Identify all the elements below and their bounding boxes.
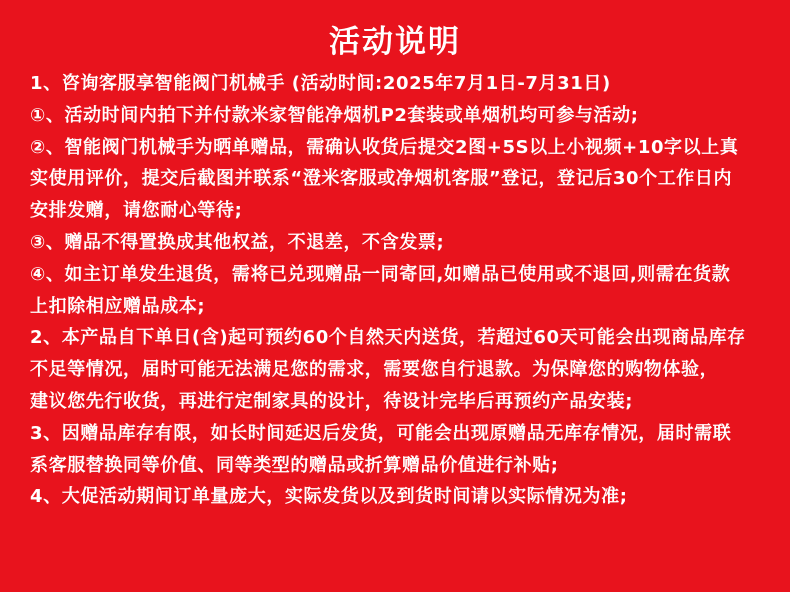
notice-body (30, 68, 760, 513)
notice-line-4: 4、大促活动期间订单量庞大，实际发货以及到货时间请以实际情况为准; (30, 486, 628, 508)
notice-line-1-3: ③、赠品不得置换成其他权益，不退差，不含发票; (30, 231, 445, 253)
notice-line-3-cont: 系客服替换同等价值、同等类型的赠品或折算赠品价值进行补贴; (30, 454, 559, 476)
notice-line-1-2-cont: 实使用评价，提交后截图并联系“澄米客服或净烟机客服”登记，登记后30个工作日内 (30, 168, 733, 190)
notice-line-1-2: ②、智能阀门机械手为晒单赠品，需确认收货后提交2图+5S以上小视频+10字以上真 (30, 136, 739, 158)
notice-line-1: 1、咨询客服享智能阀门机械手 (活动时间:2025年7月1日-7月31日) (30, 73, 611, 94)
notice-line-3: 3、因赠品库存有限，如长时间延迟后发货，可能会出现原赠品无库存情况，届时需联 (30, 422, 732, 444)
notice-line-1-4: ④、如主订单发生退货，需将已兑现赠品一同寄回,如赠品已使用或不退回,则需在货款 (30, 263, 731, 285)
notice-line-1-1: ①、活动时间内拍下并付款米家智能净烟机P2套装或单烟机均可参与活动; (30, 104, 639, 126)
notice-line-2-cont2: 建议您先行收货，再进行定制家具的设计，待设计完毕后再预约产品安装; (30, 390, 633, 412)
notice-line-2: 2、本产品自下单日(含)起可预约60个自然天内送货，若超过60天可能会出现商品库存 (30, 327, 746, 349)
notice-line-2-cont: 不足等情况，届时可能无法满足您的需求，需要您自行退款。为保障您的购物体验， (30, 359, 719, 381)
notice-line-1-4-cont: 上扣除相应赠品成本; (30, 295, 206, 317)
notice-line-1-2-cont2: 安排发赠，请您耐心等待; (30, 200, 243, 222)
page-title: 活动说明 (329, 24, 461, 60)
